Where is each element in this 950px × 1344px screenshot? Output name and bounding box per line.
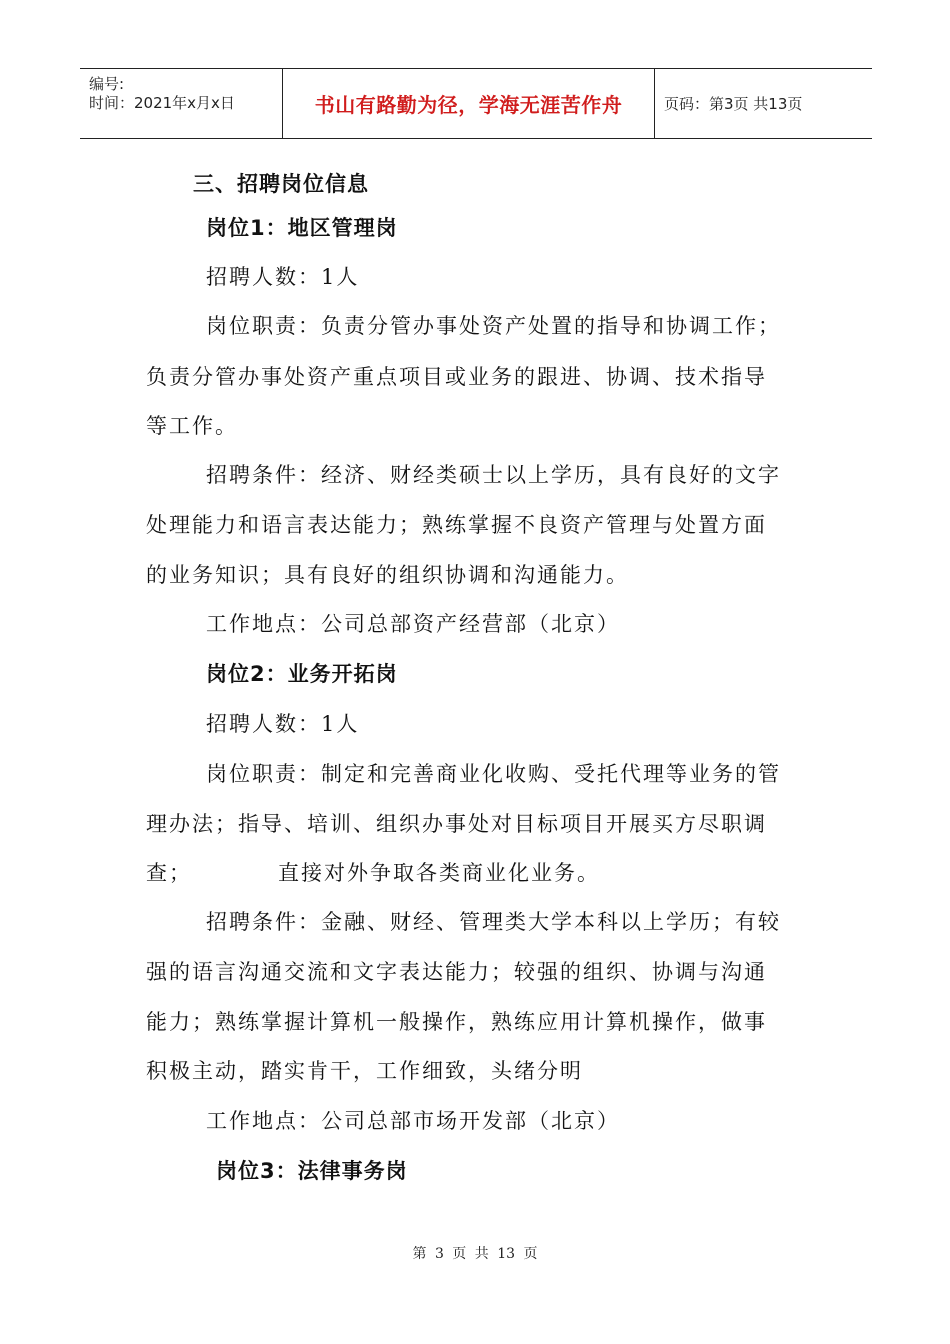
post-requirement-line: 积极主动，踏实肯干，工作细致，头绪分明 <box>146 1059 583 1083</box>
header-meta-cell <box>80 69 282 138</box>
post-requirement-line: 招聘条件：金融、财经、管理类大学本科以上学历；有较 <box>206 910 781 934</box>
post-duty-line: 查； <box>146 861 192 885</box>
post-requirement-line: 招聘条件：经济、财经类硕士以上学历，具有良好的文字 <box>206 463 781 487</box>
post-duty-line: 岗位职责：负责分管办事处资产处置的指导和协调工作； <box>206 314 781 338</box>
header-page-info: 页码：第3页 共13页 <box>664 95 803 113</box>
post-location: 工作地点：公司总部市场开发部（北京） <box>206 1109 620 1133</box>
section-title: 三、招聘岗位信息 <box>193 172 369 196</box>
post-title: 岗位2：业务开拓岗 <box>206 662 398 686</box>
header-page-cell <box>655 69 872 138</box>
document-date: 时间：2021年x月x日 <box>89 94 235 112</box>
post-title: 岗位3：法律事务岗 <box>216 1159 408 1183</box>
post-duty-line: 等工作。 <box>146 414 238 438</box>
post-duty-line: 岗位职责：制定和完善商业化收购、受托代理等业务的管 <box>206 762 781 786</box>
post-duty-line: 负责分管办事处资产重点项目或业务的跟进、协调、技术指导 <box>146 365 767 389</box>
document-number-label: 编号: <box>89 75 125 93</box>
post-duty-line: 理办法；指导、培训、组织办事处对目标项目开展买方尽职调 <box>146 812 767 836</box>
page-footer: 第 3 页 共 13 页 <box>412 1246 538 1262</box>
post-duty-line: 直接对外争取各类商业化业务。 <box>278 861 600 885</box>
header-motto-cell <box>283 69 654 138</box>
header-motto: 书山有路勤为径，学海无涯苦作舟 <box>314 93 623 117</box>
post-count: 招聘人数：1人 <box>206 712 360 736</box>
post-title: 岗位1：地区管理岗 <box>206 216 398 240</box>
post-count: 招聘人数：1人 <box>206 265 360 289</box>
post-location: 工作地点：公司总部资产经营部（北京） <box>206 612 620 636</box>
post-requirement-line: 强的语言沟通交流和文字表达能力；较强的组织、协调与沟通 <box>146 960 767 984</box>
post-requirement-line: 处理能力和语言表达能力；熟练掌握不良资产管理与处置方面 <box>146 513 767 537</box>
post-requirement-line: 能力；熟练掌握计算机一般操作，熟练应用计算机操作，做事 <box>146 1010 767 1034</box>
document-header <box>80 68 872 139</box>
post-requirement-line: 的业务知识；具有良好的组织协调和沟通能力。 <box>146 563 629 587</box>
